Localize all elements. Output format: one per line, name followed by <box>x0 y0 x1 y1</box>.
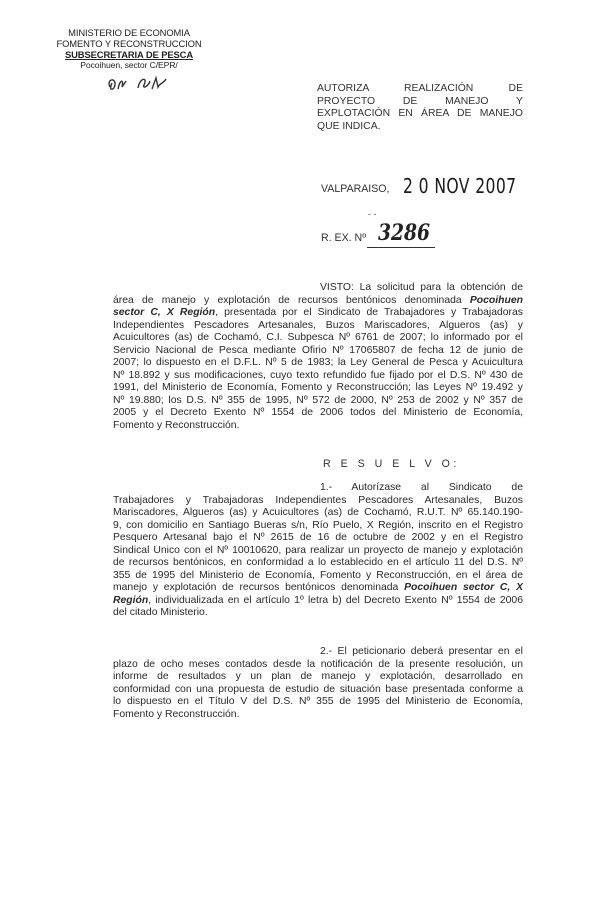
text-line: Fomento y Reconstrucción. <box>113 708 240 720</box>
article-1-paragraph <box>113 482 523 620</box>
text-line: Pesquero Artesanal bajo el Nº 2615 de 16 de octubre de 2002 y en el Registro <box>113 532 523 543</box>
text-line: Mariscadores, Algueros (as) y Acuicultores (as) de Cochamó, R.U.T. Nº 65.140.190- <box>113 507 523 518</box>
resolution-summary <box>317 83 523 133</box>
letterhead <box>44 27 214 71</box>
text-line: 355 de 1995 del Ministerio de Economía, Fomento y Reconstrucción, en el área de <box>113 569 523 581</box>
text-line: informe de resultados y un plan de manejo y explotación, desarrollado en <box>113 671 523 682</box>
text-line: VISTO: La solicitud para la obtención de <box>320 282 523 293</box>
reference-code: Pocoihuen, sector C/EPR/ <box>80 60 178 70</box>
date-stamp: 2 0 NOV 2007 <box>403 174 517 198</box>
text-line: 1991, del Ministerio de Economía, Fomento y Reconstrucción; las Leyes Nº 19.492 y <box>113 382 523 393</box>
text-line: 1.- Autorízase al Sindicato de <box>320 482 523 493</box>
ministry-subtitle: FOMENTO Y RECONSTRUCCION <box>56 38 202 49</box>
text-line: conformidad con una propuesta de estudio de situación base presentada conforme a <box>113 683 523 695</box>
area-region: Región <box>113 594 149 606</box>
text-line <box>113 595 523 608</box>
text-line <box>113 582 523 595</box>
initials-signature-icon <box>104 73 174 95</box>
article-2-paragraph <box>113 646 523 721</box>
text-line: Nº 18.892 y sus modificaciones, cuyo texto refundido fue fijado por el D.S. Nº 430 de <box>113 369 523 381</box>
visto-paragraph <box>113 282 523 432</box>
text-line: 2005 y el Decreto Exento Nº 1554 de 2006 todos del Ministerio de Economía, <box>113 407 523 418</box>
summary-line: PROYECTO DE MANEJO Y <box>317 95 523 107</box>
text-line: Acuicultores (as) de Cochamó, C.I. Subpesca Nº 6761 de 2007; lo informado por el <box>113 332 523 343</box>
resolution-number: 3286 <box>378 220 431 246</box>
text-line: Servicio Nacional de Pesca mediante Ofirio Nº 17065807 de fecha 12 de junio de <box>113 344 523 356</box>
text-line: plazo de ocho meses contados desde la notificación de la presente resolución, un <box>113 658 523 670</box>
text-span: , presentada por el Sindicato de Trabajadores y Trabajadoras <box>215 307 523 318</box>
text-span: manejo y explotación de recursos bentónicos denominada <box>113 582 405 593</box>
text-line: Nº 19.880; los D.S. Nº 355 de 1995, Nº 572 de 2000, Nº 253 de 2002 y Nº 357 de <box>113 394 523 406</box>
area-name: Pocoihuen <box>469 294 523 306</box>
text-line: de recursos bentónicos, en conformidad a lo establecido en el artículo 11 del D.S. Nº <box>113 557 523 568</box>
text-line <box>113 307 523 320</box>
text-line: Independientes Pescadores Artesanales, Buzos Mariscadores, Algueros (as) y <box>113 319 523 331</box>
resolution-label: R. EX. Nº <box>321 232 367 244</box>
place-label: VALPARAISO, <box>321 183 390 195</box>
subsecretaria-name: SUBSECRETARIA DE PESCA <box>64 49 194 60</box>
text-line <box>113 295 523 308</box>
text-line: del citado Ministerio. <box>113 607 208 618</box>
area-sector: sector C, X Región <box>113 307 216 318</box>
resolution-underline <box>367 247 435 248</box>
text-line: Sindical Único con el Nº 10010620, para realizar un proyecto de manejo y explotación <box>113 544 523 556</box>
text-span: , individualizada en el artículo 1º letra b) del Decreto Exento Nº 1554 de 2006 <box>148 594 523 606</box>
summary-line: QUE INDICA. <box>317 120 381 132</box>
area-name: Pocoihuen sector C, X <box>404 582 523 593</box>
dash-marks: - - <box>368 209 377 219</box>
text-line: 9, con domicilio en Santiago Bueras s/n, Río Puelo, X Región, inscrito en el Registro <box>113 519 523 531</box>
text-line: lo dispuesto en el Título V del D.S. Nº 355 de 1995 del Ministerio de Economía, <box>113 696 523 707</box>
resuelvo-heading: R E S U E L V O: <box>323 458 460 470</box>
text-line: Trabajadores y Trabajadoras Independientes Pescadores Artesanales, Buzos <box>113 494 523 506</box>
text-line: Fomento y Reconstrucción. <box>113 419 240 431</box>
summary-line: AUTORIZA REALIZACIÓN DE <box>317 83 523 94</box>
text-span: área de manejo y explotación de recursos bentónicos denominada <box>113 294 470 306</box>
summary-line: EXPLOTACIÓN EN ÁREA DE MANEJO <box>317 108 523 120</box>
ministry-name: MINISTERIO DE ECONOMIA <box>68 27 190 38</box>
text-line: 2007; lo dispuesto en el D.F.L. Nº 5 de 1983; la Ley General de Pesca y Acuicultura <box>113 357 523 368</box>
text-line: 2.- El peticionario deberá presentar en el <box>320 646 523 657</box>
